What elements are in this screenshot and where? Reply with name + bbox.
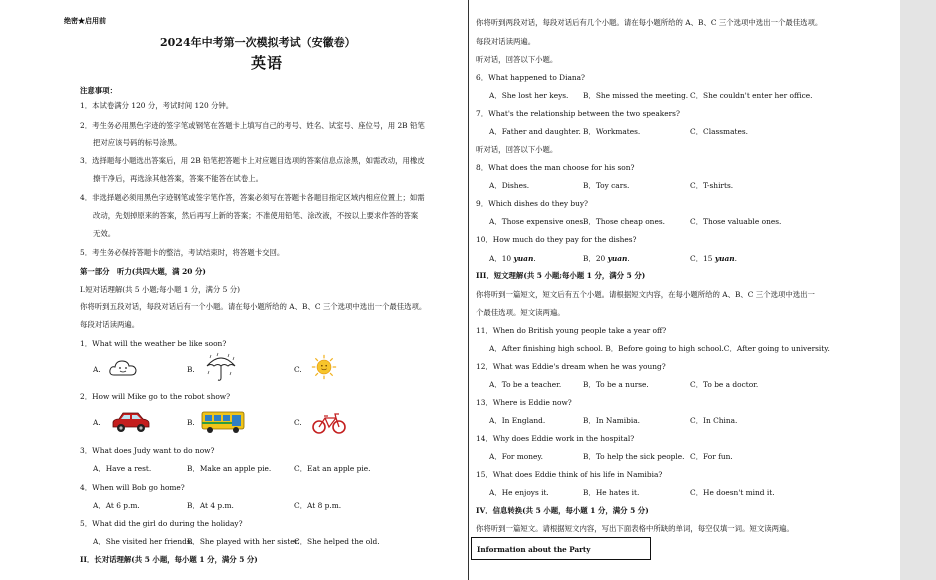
q15-option-c: C．He doesn't mind it. [690,488,775,497]
q6-option-b: B．She missed the meeting. [583,91,689,100]
note-item: 把对应该号码的标号涂黑。 [93,138,182,147]
section1-heading: I.短对话理解(共 5 小题;每小题 1 分，满分 5 分) [80,285,240,294]
q5-option-b: B．She played with her sister. [187,537,300,546]
section2-heading: II．长对话理解(共 5 小题，每小题 1 分，满分 5 分) [80,555,258,564]
exam-title: 2024年中考第一次模拟考试（安徽卷） [160,36,356,49]
q8-option-a: A．Dishes. [489,181,530,190]
q10-option-a: A．10 yuan. [489,254,536,263]
section4-intro: 你将听到一篇短文。请根据短文内容，写出下面表格中所缺的单词，每空仅填一词。短文读两遍。 [476,524,794,533]
q2-option-b-label: B. [187,418,195,427]
q9-option-c: C．Those valuable ones. [690,217,782,226]
note-item: 1．本试卷满分 120 分，考试时间 120 分钟。 [80,101,234,110]
q1-option-c-label: C. [294,365,302,374]
section3-intro: 你将听到一篇短文，短文后有五个小题。请根据短文内容，在每小题所给的 A、B、C 三个选项中选出一 [476,290,815,299]
q10-option-b: B．20 yuan. [583,254,630,263]
note-item: 5．考生务必保持答题卡的整洁，考试结束时，将答题卡交回。 [80,248,285,257]
q5-option-a: A．She visited her friends. [93,537,194,546]
car-icon [110,410,152,434]
q1-option-b-label: B. [187,365,195,374]
q8-option-b: B．Toy cars. [583,181,630,190]
section2-intro: 你将听到两段对话，每段对话后有几个小题。请在每小题所给的 A、B、C 三个选项中选出一个最佳选项。 [476,18,823,27]
q9-option-a: A．Those expensive ones. [489,217,586,226]
question-6-stem: 6．What happened to Diana? [476,73,585,82]
q7-option-c: C．Classmates. [690,127,748,136]
notes-heading: 注意事项： [80,86,117,95]
question-3-stem: 3．What does Judy want to do now? [80,446,215,455]
question-7-stem: 7．What's the relationship between the two speakers? [476,109,680,118]
note-item: 3．选择题每小题选出答案后，用 2B 铅笔把答题卡上对应题目选项的答案信息点涂黑，如需改动，用橡皮 [80,156,425,165]
q13-option-c: C．In China. [690,416,738,425]
q12-option-b: B．To be a nurse. [583,380,649,389]
question-4-stem: 4．When will Bob go home? [80,483,185,492]
column-divider [468,0,469,580]
dialog-1-label: 听对话，回答以下小题。 [476,55,558,64]
q6-option-c: C．She couldn't enter her office. [690,91,813,100]
subject-title: 英语 [251,54,284,72]
note-item: 2．考生务必用黑色字迹的签字笔或钢笔在答题卡上填写自己的考号、姓名、试室号、座位号，用 2B 铅笔 [80,121,425,130]
q14-option-a: A．For money. [489,452,543,461]
question-15-stem: 15．What does Eddie think of his life in Namibia? [476,470,663,479]
cloud-icon [108,355,138,381]
question-10-stem: 10．How much do they pay for the dishes? [476,235,637,244]
note-item: 无效。 [93,229,116,238]
q4-option-b: B．At 4 p.m. [187,501,234,510]
sun-icon [309,354,339,380]
bicycle-icon [312,411,346,435]
q3-option-b: B．Make an apple pie. [187,464,272,473]
note-item: 4．非选择题必须用黑色字迹钢笔或签字笔作答，答案必须写在答题卡各题目指定区域内相应位置上；如需 [80,193,425,202]
q9-option-b: B．Those cheap ones. [583,217,665,226]
question-2-stem: 2．How will Mike go to the robot show? [80,392,231,401]
q3-option-c: C．Eat an apple pie. [294,464,371,473]
q15-option-b: B．He hates it. [583,488,640,497]
q13-option-a: A．In England. [489,416,546,425]
q5-option-c: C．She helped the old. [294,537,380,546]
question-1-stem: 1．What will the weather be like soon? [80,339,227,348]
question-13-stem: 13．Where is Eddie now? [476,398,572,407]
bus-icon [200,409,246,435]
q6-option-a: A．She lost her keys. [489,91,569,100]
q7-option-b: B．Workmates. [583,127,641,136]
q4-option-c: C．At 8 p.m. [294,501,342,510]
question-5-stem: 5．What did the girl do during the holiday? [80,519,243,528]
section1-instruction: 你将听到五段对话，每段对话后有一个小题。请在每小题所给的 A、B、C 三个选项中选出一个最佳选项。 [80,302,427,311]
question-8-stem: 8．What does the man choose for his son? [476,163,635,172]
note-item: 改动，先划掉原来的答案，然后再写上新的答案；不准使用铅笔、涂改液，不按以上要求作答的答案 [93,211,419,220]
question-14-stem: 14．Why does Eddie work in the hospital? [476,434,635,443]
q15-option-a: A．He enjoys it. [489,488,549,497]
q3-option-a: A．Have a rest. [93,464,152,473]
section2-intro-2: 每段对话读两遍。 [476,37,536,46]
q14-option-c: C．For fun. [690,452,733,461]
q7-option-a: A．Father and daughter. [489,127,581,136]
q4-option-a: A．At 6 p.m. [93,501,140,510]
section4-heading: IV．信息转换(共 5 小题，每小题 1 分，满分 5 分) [476,506,649,515]
section1-instruction-2: 每段对话读两遍。 [80,320,140,329]
q2-option-a-label: A. [93,418,101,427]
section3-heading: III．短文理解(共 5 小题;每小题 1 分，满分 5 分) [476,271,646,280]
dialog-2-label: 听对话，回答以下小题。 [476,145,558,154]
part1-heading: 第一部分 听力(共四大题，满 20 分) [80,267,206,276]
secret-label: 绝密★启用前 [64,16,106,25]
section3-intro-2: 个最佳选项。短文读两遍。 [476,308,565,317]
q12-option-a: A．To be a teacher. [489,380,562,389]
q12-option-c: C．To be a doctor. [690,380,759,389]
q1-option-a-label: A. [93,365,101,374]
question-12-stem: 12．What was Eddie's dream when he was young? [476,362,666,371]
q14-option-b: B．To help the sick people. [583,452,685,461]
info-table-header [471,537,651,560]
q10-option-c: C．15 yuan. [690,254,738,263]
note-item: 擦干净后，再选涂其他答案，答案不能答在试卷上。 [93,174,263,183]
q8-option-c: C．T-shirts. [690,181,734,190]
q13-option-b: B．In Namibia. [583,416,640,425]
q11-options: A．After finishing high school. B．Before going to high school.C．After going to university. [489,344,830,353]
viewer-background [900,0,936,580]
question-9-stem: 9．Which dishes do they buy? [476,199,589,208]
umbrella-rain-icon [203,352,239,384]
question-11-stem: 11．When do British young people take a year off? [476,326,667,335]
q2-option-c-label: C. [294,418,302,427]
info-table-title: Information about the Party [477,545,591,554]
